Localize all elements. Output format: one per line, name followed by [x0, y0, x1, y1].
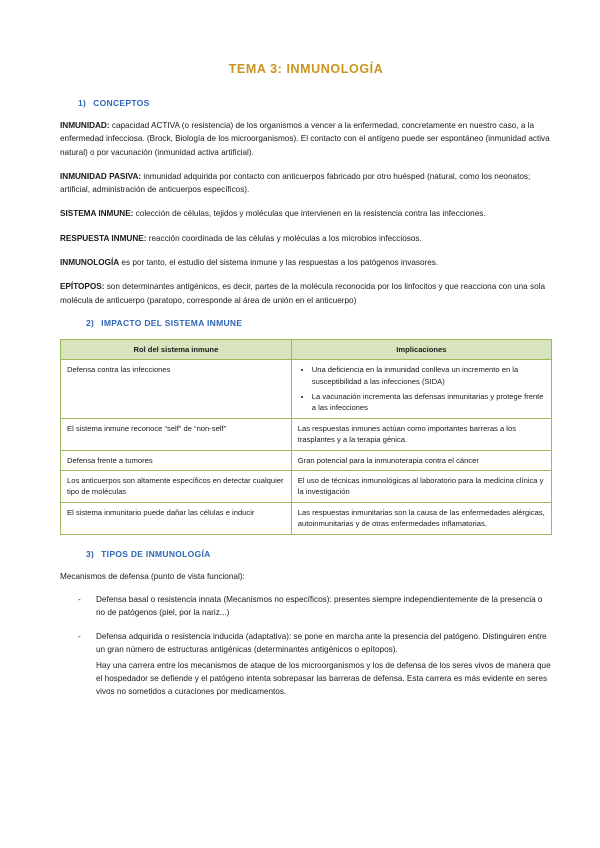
term-inmunidad-pasiva: INMUNIDAD PASIVA:: [60, 171, 142, 181]
list-item: [60, 593, 552, 620]
section-number: 2): [86, 317, 95, 328]
list-item-paragraph: Defensa basal o resistencia innata (Mecanismos no específicos): presentes siempre independientemente de la presencia o no de patógenos (piel, por la nariz...): [96, 594, 543, 617]
column-header-implicaciones: Implicaciones: [291, 339, 551, 359]
cell-rol: Los anticuerpos son altamente específicos en detectar cualquier tipo de moléculas: [61, 470, 292, 502]
table-header-row: [61, 339, 552, 359]
list-item: [60, 630, 552, 698]
paragraph-inmunidad-pasiva: [60, 170, 552, 197]
section-number: 1): [78, 98, 87, 108]
section-heading-impacto: [86, 318, 552, 328]
term-inmunologia: INMUNOLOGÍA: [60, 257, 120, 267]
cell-implicaciones: Las respuestas inmunitarias son la causa de las enfermedades alérgicas, autoinmunitarias y de otras enfermedades inflamatorias.: [291, 502, 551, 534]
column-header-rol: Rol del sistema inmune: [61, 339, 292, 359]
section-label: CONCEPTOS: [93, 98, 150, 108]
paragraph-respuesta-inmune: [60, 232, 552, 245]
cell-implicaciones: El uso de técnicas inmunológicas al laboratorio para la medicina clínica y la investigación: [291, 470, 551, 502]
paragraph-sistema-inmune: [60, 207, 552, 220]
cell-rol: El sistema inmune reconoce “self” de “non-self”: [61, 418, 292, 450]
table-row: [61, 418, 552, 450]
page-title: TEMA 3: INMUNOLOGÍA: [228, 62, 384, 76]
list-item-body: [96, 630, 552, 698]
text-inmunidad: capacidad ACTIVA (o resistencia) de los organismos a vencer a la enfermedad, concretamente en nuestro caso, a la enfermedad infecciosa. (Brock, Biología de los microorganismos). El contacto con el antígeno puede ser espontáneo (inmunidad activa natural) o por vacunación (inmunidad activa artificial).: [60, 121, 550, 157]
defense-mechanisms-list: [60, 593, 552, 699]
term-epitopos: EPÍTOPOS:: [60, 282, 105, 292]
table-row: [61, 502, 552, 534]
cell-rol: Defensa frente a tumores: [61, 450, 292, 470]
cell-implicaciones: Gran potencial para la inmunoterapia contra el cáncer: [291, 450, 551, 470]
section-number: 3): [86, 548, 95, 559]
paragraph-epitopos: [60, 280, 552, 307]
list-item-paragraph: Hay una carrera entre los mecanismos de ataque de los microorganismos y los de defensa de los seres vivos de manera que el hospedador se defiende y el patógeno intenta sobrepasar las barreras de defensa. Esta carrera es más evidente en seres vivos no sometidos a curaciones por medicamentos.: [96, 660, 551, 697]
list-item: • Una deficiencia en la inmunidad conlleva un incremento en la susceptibilidad a las infecciones (SIDA): [312, 364, 545, 387]
term-inmunidad: INMUNIDAD:: [60, 121, 110, 130]
types-lead-text: Mecanismos de defensa (punto de vista funcional):: [60, 571, 245, 581]
text-epitopos: son determinantes antigénicos, es decir, partes de la molécula reconocida por los linfocitos y que reacciona con una sola molécula de anticuerpo (paratopo, corresponde al área de unión en el anticuerpo): [60, 282, 545, 305]
cell-implicaciones: [291, 360, 551, 419]
table-row: [61, 450, 552, 470]
section-label: TIPOS DE INMUNOLOGÍA: [101, 548, 211, 559]
paragraph-inmunologia: [60, 256, 552, 269]
dash-marker: -: [78, 632, 81, 642]
section-heading-conceptos: [78, 98, 552, 108]
text-respuesta-inmune: reacción coordinada de las células y moléculas a los microbios infecciosos.: [146, 233, 422, 243]
list-item-body: [96, 593, 552, 620]
section-label: IMPACTO DEL SISTEMA INMUNE: [101, 317, 243, 328]
text-inmunidad-pasiva: inmunidad adquirida por contacto con anticuerpos fabricado por otro huésped (natural, como los neonatos; artificial, administración de anticuerpos específicos).: [60, 171, 531, 195]
impact-table: [60, 339, 552, 535]
paragraph-inmunidad: [60, 119, 552, 159]
term-sistema-inmune: SISTEMA INMUNE:: [60, 209, 134, 219]
table-row: [61, 360, 552, 419]
text-sistema-inmune: colección de células, tejidos y moléculas que intervienen en la resistencia contra las infecciones.: [133, 209, 486, 219]
cell-rol: Defensa contra las infecciones: [61, 360, 292, 419]
list-item: • La vacunación incrementa las defensas inmunitarias y protege frente a las infecciones: [312, 391, 545, 414]
text-inmunologia: es por tanto, el estudio del sistema inmune y las respuestas a los patógenos invasores.: [119, 257, 439, 267]
section-heading-tipos: [86, 549, 552, 559]
term-respuesta-inmune: RESPUESTA INMUNE:: [60, 233, 147, 243]
cell-implicaciones: Las respuestas inmunes actúan como importantes barreras a los trasplantes y a la terapia génica.: [291, 418, 551, 450]
dash-marker: -: [78, 594, 81, 604]
list-item-paragraph: Defensa adquirida o resistencia inducida (adaptativa): se pone en marcha ante la presencia del patógeno. Distinguiren entre un gran número de estructuras antigénicas (determinantes antigénicos o epítopos).: [96, 632, 547, 655]
implicaciones-list: [298, 364, 545, 414]
table-row: [61, 470, 552, 502]
cell-rol: El sistema inmunitario puede dañar las células e inducir: [61, 502, 292, 534]
